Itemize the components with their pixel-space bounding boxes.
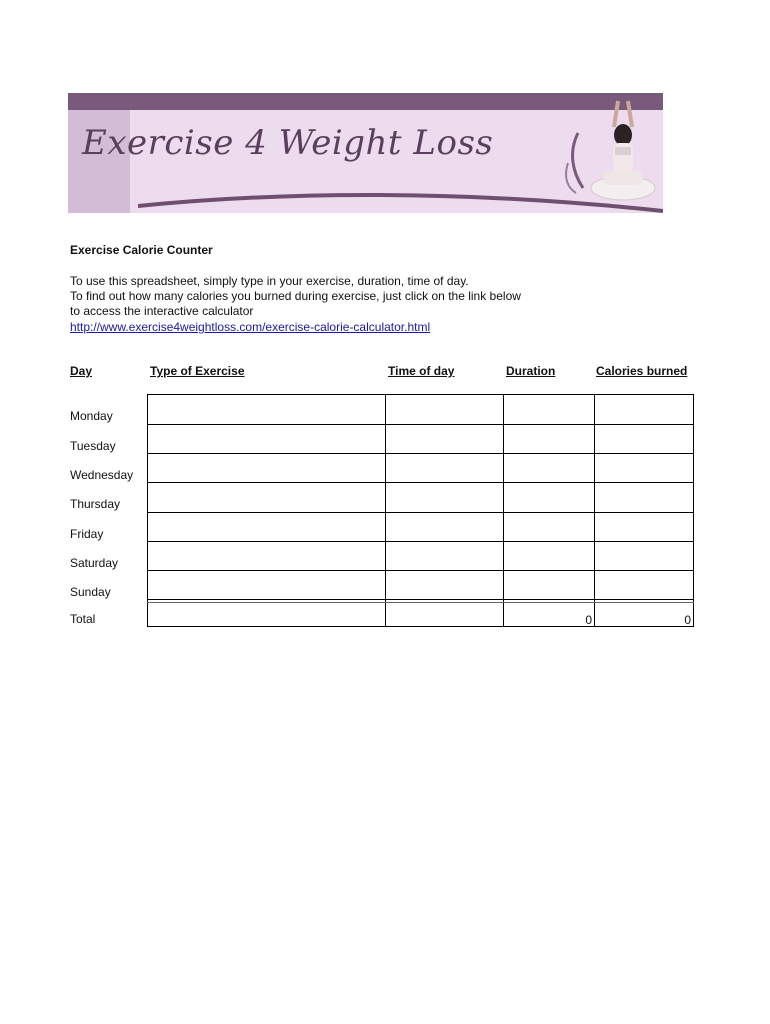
table-row-divider	[147, 482, 694, 483]
total-calories: 0	[684, 613, 691, 627]
day-label: Monday	[70, 409, 113, 423]
table-border	[147, 394, 694, 395]
header-banner	[68, 93, 663, 213]
intro-line: To use this spreadsheet, simply type in your exercise, duration, time of day.	[70, 274, 469, 288]
calculator-link[interactable]: http://www.exercise4weightloss.com/exercise-calorie-calculator.html	[70, 320, 431, 334]
day-label: Sunday	[70, 585, 111, 599]
intro-line: to access the interactive calculator	[70, 304, 254, 318]
column-header-duration: Duration	[506, 364, 556, 378]
table-border	[147, 394, 148, 627]
table-row-divider	[147, 570, 694, 571]
table-row-divider	[147, 453, 694, 454]
table-row-divider	[147, 424, 694, 425]
intro-line: To find out how many calories you burned during exercise, just click on the link below	[70, 289, 521, 303]
table-total-divider	[147, 602, 694, 603]
table-border	[693, 394, 694, 627]
table-row-divider	[147, 541, 694, 542]
day-label: Saturday	[70, 556, 119, 570]
total-duration: 0	[585, 613, 592, 627]
table-column-divider	[594, 394, 595, 627]
table-border	[147, 626, 694, 627]
table-row-divider	[147, 599, 694, 600]
yoga-figure-icon	[591, 101, 655, 200]
day-label: Thursday	[70, 497, 121, 511]
intro-text	[70, 274, 521, 319]
column-header-time: Time of day	[388, 364, 455, 378]
table-column-divider	[385, 394, 386, 627]
day-label: Tuesday	[70, 439, 116, 453]
exercise-log-table[interactable]	[147, 394, 694, 627]
table-column-divider	[503, 394, 504, 627]
day-label: Wednesday	[70, 468, 134, 482]
banner-title: Exercise 4 Weight Loss	[82, 123, 494, 163]
banner-decoration	[68, 93, 663, 213]
column-header-calories: Calories burned	[596, 364, 688, 378]
day-label: Friday	[70, 527, 104, 541]
table-row-divider	[147, 512, 694, 513]
column-header-type: Type of Exercise	[150, 364, 245, 378]
column-header-day: Day	[70, 364, 93, 378]
page-heading: Exercise Calorie Counter	[70, 243, 213, 257]
total-label: Total	[70, 612, 96, 626]
